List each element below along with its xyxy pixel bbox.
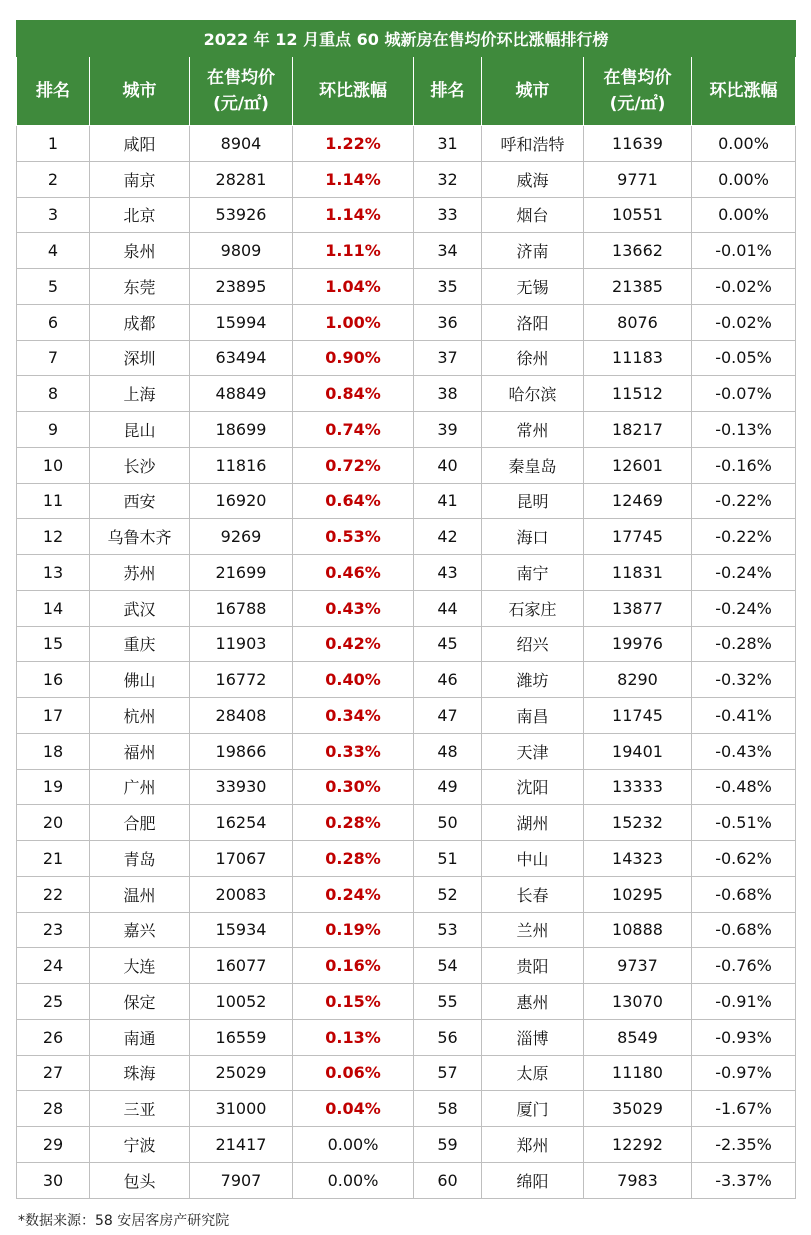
cell-change: 1.22% bbox=[293, 126, 414, 162]
cell-city: 珠海 bbox=[90, 1055, 190, 1091]
cell-price: 11183 bbox=[584, 340, 692, 376]
header-change: 环比涨幅 bbox=[293, 57, 414, 126]
cell-rank: 15 bbox=[17, 626, 90, 662]
cell-price: 13070 bbox=[584, 984, 692, 1020]
cell-city: 洛阳 bbox=[482, 304, 584, 340]
cell-price: 8290 bbox=[584, 662, 692, 698]
cell-city: 无锡 bbox=[482, 269, 584, 305]
cell-change: -0.24% bbox=[692, 555, 796, 591]
table-row bbox=[17, 1091, 796, 1127]
cell-city: 合肥 bbox=[90, 805, 190, 841]
cell-city: 嘉兴 bbox=[90, 912, 190, 948]
header-change: 环比涨幅 bbox=[692, 57, 796, 126]
header-rank: 排名 bbox=[414, 57, 482, 126]
table-row bbox=[17, 698, 796, 734]
cell-change: 0.84% bbox=[293, 376, 414, 412]
cell-change: -0.16% bbox=[692, 447, 796, 483]
cell-change: 0.19% bbox=[293, 912, 414, 948]
cell-price: 16254 bbox=[190, 805, 293, 841]
cell-change: 0.43% bbox=[293, 590, 414, 626]
cell-city: 成都 bbox=[90, 304, 190, 340]
cell-city: 石家庄 bbox=[482, 590, 584, 626]
cell-change: -0.13% bbox=[692, 412, 796, 448]
table-row bbox=[17, 376, 796, 412]
cell-city: 泉州 bbox=[90, 233, 190, 269]
table-row bbox=[17, 340, 796, 376]
cell-price: 9771 bbox=[584, 161, 692, 197]
cell-rank: 20 bbox=[17, 805, 90, 841]
cell-change: 0.34% bbox=[293, 698, 414, 734]
cell-price: 18217 bbox=[584, 412, 692, 448]
cell-price: 11903 bbox=[190, 626, 293, 662]
cell-price: 16772 bbox=[190, 662, 293, 698]
cell-change: 0.06% bbox=[293, 1055, 414, 1091]
cell-rank: 23 bbox=[17, 912, 90, 948]
cell-rank: 7 bbox=[17, 340, 90, 376]
cell-change: 1.00% bbox=[293, 304, 414, 340]
cell-rank: 16 bbox=[17, 662, 90, 698]
cell-city: 长春 bbox=[482, 876, 584, 912]
cell-price: 8549 bbox=[584, 1019, 692, 1055]
cell-rank: 27 bbox=[17, 1055, 90, 1091]
cell-change: 0.28% bbox=[293, 841, 414, 877]
cell-change: -0.02% bbox=[692, 269, 796, 305]
cell-rank: 59 bbox=[414, 1127, 482, 1163]
cell-city: 福州 bbox=[90, 733, 190, 769]
cell-price: 12292 bbox=[584, 1127, 692, 1163]
cell-rank: 57 bbox=[414, 1055, 482, 1091]
cell-city: 徐州 bbox=[482, 340, 584, 376]
cell-rank: 10 bbox=[17, 447, 90, 483]
cell-change: 0.00% bbox=[692, 161, 796, 197]
cell-city: 包头 bbox=[90, 1162, 190, 1198]
cell-price: 7907 bbox=[190, 1162, 293, 1198]
cell-price: 53926 bbox=[190, 197, 293, 233]
cell-change: -0.22% bbox=[692, 519, 796, 555]
cell-city: 郑州 bbox=[482, 1127, 584, 1163]
cell-price: 11816 bbox=[190, 447, 293, 483]
table-row bbox=[17, 197, 796, 233]
cell-rank: 1 bbox=[17, 126, 90, 162]
cell-price: 10295 bbox=[584, 876, 692, 912]
cell-city: 深圳 bbox=[90, 340, 190, 376]
cell-price: 11831 bbox=[584, 555, 692, 591]
cell-price: 17067 bbox=[190, 841, 293, 877]
table-row bbox=[17, 912, 796, 948]
cell-city: 西安 bbox=[90, 483, 190, 519]
cell-city: 海口 bbox=[482, 519, 584, 555]
cell-change: 0.72% bbox=[293, 447, 414, 483]
cell-change: 0.00% bbox=[692, 197, 796, 233]
cell-rank: 18 bbox=[17, 733, 90, 769]
cell-price: 16077 bbox=[190, 948, 293, 984]
cell-price: 18699 bbox=[190, 412, 293, 448]
cell-rank: 37 bbox=[414, 340, 482, 376]
cell-price: 11512 bbox=[584, 376, 692, 412]
cell-city: 三亚 bbox=[90, 1091, 190, 1127]
cell-rank: 19 bbox=[17, 769, 90, 805]
cell-city: 咸阳 bbox=[90, 126, 190, 162]
cell-price: 16788 bbox=[190, 590, 293, 626]
cell-price: 9809 bbox=[190, 233, 293, 269]
cell-change: 0.33% bbox=[293, 733, 414, 769]
table-row bbox=[17, 590, 796, 626]
cell-price: 10052 bbox=[190, 984, 293, 1020]
cell-change: -0.02% bbox=[692, 304, 796, 340]
table-row bbox=[17, 161, 796, 197]
cell-rank: 11 bbox=[17, 483, 90, 519]
cell-rank: 42 bbox=[414, 519, 482, 555]
table-body bbox=[17, 126, 796, 1199]
cell-city: 淄博 bbox=[482, 1019, 584, 1055]
table-row bbox=[17, 1019, 796, 1055]
cell-change: 0.30% bbox=[293, 769, 414, 805]
cell-city: 绵阳 bbox=[482, 1162, 584, 1198]
cell-city: 哈尔滨 bbox=[482, 376, 584, 412]
cell-city: 贵阳 bbox=[482, 948, 584, 984]
table-row bbox=[17, 126, 796, 162]
cell-city: 广州 bbox=[90, 769, 190, 805]
cell-change: 1.14% bbox=[293, 197, 414, 233]
cell-price: 33930 bbox=[190, 769, 293, 805]
cell-price: 17745 bbox=[584, 519, 692, 555]
cell-city: 沈阳 bbox=[482, 769, 584, 805]
cell-rank: 47 bbox=[414, 698, 482, 734]
header-price: 在售均价 (元/㎡) bbox=[584, 57, 692, 126]
cell-price: 13662 bbox=[584, 233, 692, 269]
cell-rank: 29 bbox=[17, 1127, 90, 1163]
cell-price: 12469 bbox=[584, 483, 692, 519]
cell-rank: 44 bbox=[414, 590, 482, 626]
cell-price: 10551 bbox=[584, 197, 692, 233]
cell-rank: 30 bbox=[17, 1162, 90, 1198]
cell-price: 15232 bbox=[584, 805, 692, 841]
cell-price: 11745 bbox=[584, 698, 692, 734]
cell-price: 21385 bbox=[584, 269, 692, 305]
cell-rank: 45 bbox=[414, 626, 482, 662]
cell-city: 保定 bbox=[90, 984, 190, 1020]
cell-change: -0.43% bbox=[692, 733, 796, 769]
cell-change: 1.14% bbox=[293, 161, 414, 197]
table-title: 2022 年 12 月重点 60 城新房在售均价环比涨幅排行榜 bbox=[17, 21, 796, 57]
cell-price: 11639 bbox=[584, 126, 692, 162]
cell-change: -0.51% bbox=[692, 805, 796, 841]
cell-city: 苏州 bbox=[90, 555, 190, 591]
cell-rank: 31 bbox=[414, 126, 482, 162]
table-row bbox=[17, 1127, 796, 1163]
cell-city: 青岛 bbox=[90, 841, 190, 877]
cell-rank: 51 bbox=[414, 841, 482, 877]
cell-price: 21417 bbox=[190, 1127, 293, 1163]
cell-rank: 58 bbox=[414, 1091, 482, 1127]
table-row bbox=[17, 304, 796, 340]
table-row bbox=[17, 269, 796, 305]
cell-rank: 17 bbox=[17, 698, 90, 734]
cell-price: 12601 bbox=[584, 447, 692, 483]
cell-rank: 22 bbox=[17, 876, 90, 912]
table-row bbox=[17, 447, 796, 483]
cell-city: 绍兴 bbox=[482, 626, 584, 662]
cell-change: -0.07% bbox=[692, 376, 796, 412]
cell-change: 0.00% bbox=[293, 1127, 414, 1163]
cell-change: -0.48% bbox=[692, 769, 796, 805]
cell-rank: 12 bbox=[17, 519, 90, 555]
cell-change: 0.00% bbox=[293, 1162, 414, 1198]
cell-rank: 33 bbox=[414, 197, 482, 233]
cell-change: 0.42% bbox=[293, 626, 414, 662]
cell-rank: 43 bbox=[414, 555, 482, 591]
cell-rank: 53 bbox=[414, 912, 482, 948]
cell-change: -0.68% bbox=[692, 876, 796, 912]
cell-city: 宁波 bbox=[90, 1127, 190, 1163]
header-price: 在售均价 (元/㎡) bbox=[190, 57, 293, 126]
table-row bbox=[17, 769, 796, 805]
cell-city: 昆山 bbox=[90, 412, 190, 448]
cell-rank: 4 bbox=[17, 233, 90, 269]
cell-change: -0.97% bbox=[692, 1055, 796, 1091]
cell-city: 大连 bbox=[90, 948, 190, 984]
cell-change: -0.32% bbox=[692, 662, 796, 698]
cell-price: 23895 bbox=[190, 269, 293, 305]
table-row bbox=[17, 626, 796, 662]
cell-price: 31000 bbox=[190, 1091, 293, 1127]
cell-price: 16559 bbox=[190, 1019, 293, 1055]
cell-city: 重庆 bbox=[90, 626, 190, 662]
table-row bbox=[17, 233, 796, 269]
cell-change: -0.22% bbox=[692, 483, 796, 519]
cell-change: -3.37% bbox=[692, 1162, 796, 1198]
cell-city: 兰州 bbox=[482, 912, 584, 948]
cell-rank: 2 bbox=[17, 161, 90, 197]
cell-change: -0.93% bbox=[692, 1019, 796, 1055]
cell-price: 19866 bbox=[190, 733, 293, 769]
header-rank: 排名 bbox=[17, 57, 90, 126]
cell-rank: 34 bbox=[414, 233, 482, 269]
cell-city: 南通 bbox=[90, 1019, 190, 1055]
cell-change: -0.41% bbox=[692, 698, 796, 734]
cell-rank: 21 bbox=[17, 841, 90, 877]
cell-change: 0.74% bbox=[293, 412, 414, 448]
cell-price: 8076 bbox=[584, 304, 692, 340]
cell-rank: 40 bbox=[414, 447, 482, 483]
cell-change: 0.53% bbox=[293, 519, 414, 555]
cell-price: 14323 bbox=[584, 841, 692, 877]
cell-change: 0.13% bbox=[293, 1019, 414, 1055]
cell-rank: 54 bbox=[414, 948, 482, 984]
cell-rank: 56 bbox=[414, 1019, 482, 1055]
cell-price: 20083 bbox=[190, 876, 293, 912]
cell-rank: 5 bbox=[17, 269, 90, 305]
cell-price: 21699 bbox=[190, 555, 293, 591]
cell-rank: 14 bbox=[17, 590, 90, 626]
cell-price: 7983 bbox=[584, 1162, 692, 1198]
cell-change: -0.28% bbox=[692, 626, 796, 662]
cell-price: 9737 bbox=[584, 948, 692, 984]
cell-city: 威海 bbox=[482, 161, 584, 197]
cell-city: 乌鲁木齐 bbox=[90, 519, 190, 555]
cell-city: 上海 bbox=[90, 376, 190, 412]
cell-change: -0.91% bbox=[692, 984, 796, 1020]
cell-rank: 49 bbox=[414, 769, 482, 805]
cell-price: 19401 bbox=[584, 733, 692, 769]
cell-city: 南昌 bbox=[482, 698, 584, 734]
cell-rank: 36 bbox=[414, 304, 482, 340]
ranking-table-container bbox=[16, 20, 795, 1199]
cell-city: 昆明 bbox=[482, 483, 584, 519]
cell-rank: 38 bbox=[414, 376, 482, 412]
cell-city: 杭州 bbox=[90, 698, 190, 734]
cell-change: -0.76% bbox=[692, 948, 796, 984]
cell-rank: 48 bbox=[414, 733, 482, 769]
cell-price: 13333 bbox=[584, 769, 692, 805]
header-city: 城市 bbox=[482, 57, 584, 126]
cell-price: 48849 bbox=[190, 376, 293, 412]
cell-rank: 6 bbox=[17, 304, 90, 340]
cell-city: 湖州 bbox=[482, 805, 584, 841]
cell-city: 南京 bbox=[90, 161, 190, 197]
cell-city: 呼和浩特 bbox=[482, 126, 584, 162]
cell-city: 北京 bbox=[90, 197, 190, 233]
cell-city: 惠州 bbox=[482, 984, 584, 1020]
cell-price: 10888 bbox=[584, 912, 692, 948]
cell-price: 28408 bbox=[190, 698, 293, 734]
cell-change: -0.01% bbox=[692, 233, 796, 269]
table-row bbox=[17, 1162, 796, 1198]
cell-change: -1.67% bbox=[692, 1091, 796, 1127]
cell-price: 19976 bbox=[584, 626, 692, 662]
cell-rank: 55 bbox=[414, 984, 482, 1020]
cell-city: 太原 bbox=[482, 1055, 584, 1091]
cell-change: -2.35% bbox=[692, 1127, 796, 1163]
cell-change: 0.46% bbox=[293, 555, 414, 591]
table-row bbox=[17, 733, 796, 769]
cell-city: 秦皇岛 bbox=[482, 447, 584, 483]
cell-rank: 41 bbox=[414, 483, 482, 519]
cell-city: 潍坊 bbox=[482, 662, 584, 698]
table-row bbox=[17, 555, 796, 591]
cell-rank: 3 bbox=[17, 197, 90, 233]
cell-change: 1.04% bbox=[293, 269, 414, 305]
cell-rank: 32 bbox=[414, 161, 482, 197]
cell-price: 25029 bbox=[190, 1055, 293, 1091]
cell-change: -0.68% bbox=[692, 912, 796, 948]
table-row bbox=[17, 984, 796, 1020]
cell-change: 0.04% bbox=[293, 1091, 414, 1127]
table-row bbox=[17, 519, 796, 555]
cell-rank: 25 bbox=[17, 984, 90, 1020]
cell-city: 东莞 bbox=[90, 269, 190, 305]
table-row bbox=[17, 662, 796, 698]
cell-rank: 8 bbox=[17, 376, 90, 412]
cell-change: 0.16% bbox=[293, 948, 414, 984]
cell-rank: 24 bbox=[17, 948, 90, 984]
cell-city: 常州 bbox=[482, 412, 584, 448]
cell-change: 0.40% bbox=[293, 662, 414, 698]
cell-price: 15994 bbox=[190, 304, 293, 340]
cell-change: -0.05% bbox=[692, 340, 796, 376]
cell-price: 35029 bbox=[584, 1091, 692, 1127]
cell-city: 长沙 bbox=[90, 447, 190, 483]
cell-city: 温州 bbox=[90, 876, 190, 912]
cell-rank: 60 bbox=[414, 1162, 482, 1198]
cell-rank: 46 bbox=[414, 662, 482, 698]
data-source-note: *数据来源：58 安居客房产研究院 bbox=[18, 1213, 230, 1229]
cell-rank: 13 bbox=[17, 555, 90, 591]
cell-rank: 26 bbox=[17, 1019, 90, 1055]
cell-city: 南宁 bbox=[482, 555, 584, 591]
table-row bbox=[17, 805, 796, 841]
cell-change: 0.28% bbox=[293, 805, 414, 841]
cell-city: 厦门 bbox=[482, 1091, 584, 1127]
cell-change: 0.00% bbox=[692, 126, 796, 162]
cell-change: 0.15% bbox=[293, 984, 414, 1020]
cell-price: 8904 bbox=[190, 126, 293, 162]
cell-price: 9269 bbox=[190, 519, 293, 555]
cell-price: 13877 bbox=[584, 590, 692, 626]
cell-change: 1.11% bbox=[293, 233, 414, 269]
cell-city: 烟台 bbox=[482, 197, 584, 233]
table-row bbox=[17, 876, 796, 912]
cell-price: 63494 bbox=[190, 340, 293, 376]
ranking-table bbox=[16, 20, 796, 1199]
cell-change: -0.24% bbox=[692, 590, 796, 626]
cell-rank: 9 bbox=[17, 412, 90, 448]
cell-price: 28281 bbox=[190, 161, 293, 197]
cell-city: 济南 bbox=[482, 233, 584, 269]
cell-city: 天津 bbox=[482, 733, 584, 769]
cell-city: 佛山 bbox=[90, 662, 190, 698]
header-city: 城市 bbox=[90, 57, 190, 126]
cell-change: 0.90% bbox=[293, 340, 414, 376]
cell-price: 16920 bbox=[190, 483, 293, 519]
cell-change: 0.64% bbox=[293, 483, 414, 519]
cell-price: 11180 bbox=[584, 1055, 692, 1091]
cell-city: 武汉 bbox=[90, 590, 190, 626]
cell-price: 15934 bbox=[190, 912, 293, 948]
cell-rank: 50 bbox=[414, 805, 482, 841]
table-row bbox=[17, 483, 796, 519]
cell-city: 中山 bbox=[482, 841, 584, 877]
cell-change: -0.62% bbox=[692, 841, 796, 877]
cell-rank: 28 bbox=[17, 1091, 90, 1127]
cell-rank: 52 bbox=[414, 876, 482, 912]
table-row bbox=[17, 1055, 796, 1091]
table-row bbox=[17, 412, 796, 448]
cell-rank: 35 bbox=[414, 269, 482, 305]
cell-change: 0.24% bbox=[293, 876, 414, 912]
table-row bbox=[17, 948, 796, 984]
cell-rank: 39 bbox=[414, 412, 482, 448]
table-row bbox=[17, 841, 796, 877]
